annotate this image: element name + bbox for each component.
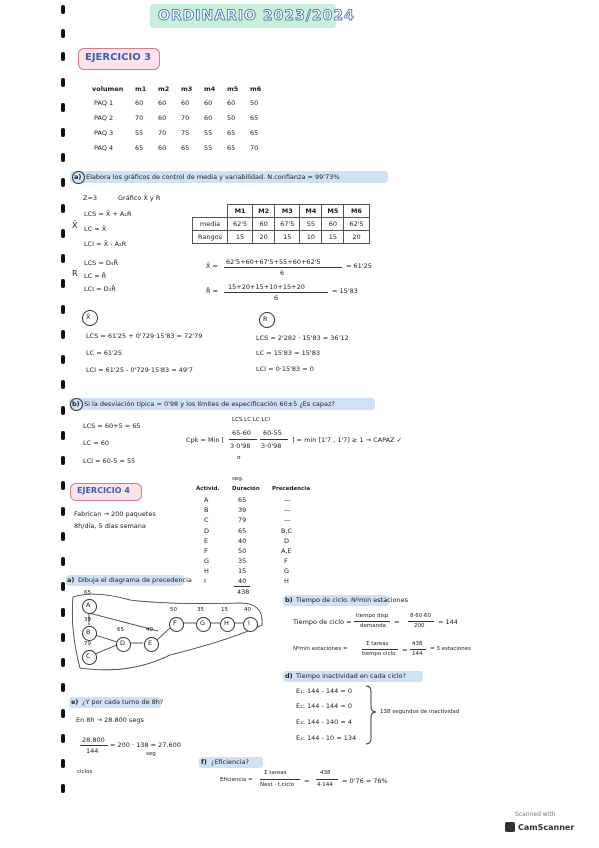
- node-weight: 15: [221, 607, 228, 613]
- node-label: A: [86, 601, 91, 609]
- fraction-denominator: 4·144: [317, 782, 333, 788]
- table-cell: media: [193, 218, 228, 231]
- table-header-cell: m4: [204, 85, 216, 93]
- xbar-bracket-label: X̄: [72, 221, 78, 230]
- unit-label: seg.: [232, 476, 244, 482]
- r-bracket-label: R: [72, 269, 78, 278]
- node-weight: 39: [84, 617, 91, 623]
- calc-lhs: Nºmin estaciones =: [293, 646, 348, 652]
- table-cell: 55: [300, 218, 322, 231]
- idle-total: 138 segundos de inactividad: [380, 709, 460, 715]
- question-text: ¿Y por cada turno de 8h?: [82, 698, 164, 706]
- calc-result: = 200 · 138 = 27.600: [110, 741, 181, 749]
- table-cell: 62'5: [227, 218, 252, 231]
- node-weight: 40: [146, 627, 153, 633]
- table-cell: 60: [158, 144, 167, 152]
- cpk-lhs: Cpk = Min [: [186, 436, 225, 444]
- fraction-bar: [80, 745, 108, 746]
- limit-line: LCS = 61'25 + 0'729·15'83 = 72'79: [86, 332, 203, 340]
- table-cell: 60: [135, 99, 144, 107]
- node-weight: 65: [117, 627, 124, 633]
- table-cell: 60: [158, 114, 167, 122]
- node-weight: 40: [244, 607, 251, 613]
- table-cell: 60: [204, 114, 213, 122]
- table-cell: 65: [238, 527, 247, 535]
- z-value: Z=3: [83, 194, 98, 202]
- question-text: Tiempo inactividad en cada ciclo?: [296, 672, 406, 680]
- table-header-cell: Precedencia: [272, 486, 310, 492]
- table-cell: 60: [227, 99, 236, 107]
- fraction-numerator: Σ tareas: [366, 641, 389, 647]
- table-cell: 70: [158, 129, 167, 137]
- question-text: ¿Eficiencia?: [211, 758, 249, 766]
- table-header-cell: volumen: [92, 85, 124, 93]
- table-cell: C: [204, 516, 209, 524]
- table-cell: F: [204, 547, 208, 555]
- table-cell: H: [284, 577, 289, 585]
- fraction-numerator: 8·60·60: [410, 613, 431, 619]
- table-cell: 15: [322, 231, 344, 244]
- calc-result: = 3 estaciones: [430, 646, 472, 652]
- table-header-cell: M2: [253, 205, 275, 218]
- table-header-cell: m3: [181, 85, 193, 93]
- table-cell: 70: [135, 114, 144, 122]
- sigma-annotation: σ: [237, 455, 241, 461]
- table-cell: 35: [238, 557, 247, 565]
- table-cell: Rangos: [193, 231, 228, 244]
- calc-result: = 15'83: [332, 287, 358, 295]
- circle-label: X̄: [86, 313, 91, 321]
- table-cell: 62'5: [344, 218, 369, 231]
- node-weight: 79: [84, 641, 91, 647]
- stamp-line1: Scanned with: [515, 811, 556, 818]
- table-cell: PAQ 4: [94, 144, 114, 152]
- calc-equals: =: [394, 618, 400, 626]
- table-cell: PAQ 2: [94, 114, 114, 122]
- table-cell: —: [284, 516, 291, 524]
- table-cell: 55: [204, 144, 213, 152]
- spec-line: LC = 60: [83, 439, 110, 447]
- table-cell: E: [204, 537, 209, 545]
- idle-line: E₁: 144 - 144 = 0: [296, 687, 352, 695]
- table-cell: 65: [250, 114, 259, 122]
- table-header-cell: m2: [158, 85, 170, 93]
- table-cell: H: [204, 567, 209, 575]
- table-cell: I: [204, 577, 206, 585]
- table-cell: 20: [344, 231, 369, 244]
- calc-result: = 144: [438, 618, 458, 626]
- table-header-cell: M3: [275, 205, 300, 218]
- calc-lhs: Eficiencia =: [220, 777, 253, 783]
- table-cell: G: [284, 567, 290, 575]
- table-cell: 39: [238, 506, 247, 514]
- fraction-denominator: 6: [274, 294, 279, 302]
- fraction-numerator: tiempo disp: [356, 613, 389, 619]
- table-cell: —: [284, 496, 291, 504]
- question-text: Si la desviación típica = 0'98 y los límites de especificación 60±5 ¿Es capaz?: [84, 400, 335, 408]
- table-header-cell: M5: [322, 205, 344, 218]
- table-cell: 60: [181, 99, 190, 107]
- table-cell: 40: [238, 537, 247, 545]
- table-cell: 65: [238, 496, 247, 504]
- fraction-denominator: demanda: [360, 623, 386, 629]
- limit-line: LC = 15'83 = 15'83: [256, 349, 320, 357]
- table-cell: 15: [238, 567, 247, 575]
- table-cell: D: [204, 527, 210, 535]
- formula-line: LCI = X̄ - A₂R: [84, 240, 127, 248]
- table-cell: 55: [204, 129, 213, 137]
- calc-equals: =: [402, 646, 408, 654]
- fraction-numerator: 438: [412, 641, 423, 647]
- table-cell: 65: [250, 129, 259, 137]
- table-cell: 40: [238, 577, 247, 585]
- question-label: e): [71, 698, 79, 706]
- table-cell: G: [204, 557, 210, 565]
- question-text: Tiempo de ciclo. Nºmin estaciones: [296, 596, 409, 604]
- table-cell: 60: [322, 218, 344, 231]
- node-label: H: [224, 619, 229, 627]
- formula-line: LC = R̄: [84, 272, 107, 280]
- fraction-denominator: Nest · t.ciclo: [260, 782, 295, 788]
- page-title: ORDINARIO 2023/2024: [158, 8, 355, 24]
- table-header-cell: m5: [227, 85, 239, 93]
- table-cell: 70: [181, 114, 190, 122]
- idle-line: E₄: 144 - 10 = 134: [296, 734, 357, 742]
- table-cell: 55: [135, 129, 144, 137]
- node-label: F: [173, 619, 177, 627]
- question-label: a): [67, 576, 75, 584]
- table-cell: PAQ 1: [94, 99, 114, 107]
- limit-line: LCI = 61'25 - 0'729·15'83 = 49'7: [86, 366, 193, 374]
- ej4-demand: Fabrican → 200 paquetes: [74, 510, 156, 518]
- fraction-denominator: 200: [414, 623, 425, 629]
- cycles-label: ciclos: [77, 769, 93, 775]
- camscanner-logo-icon: [505, 822, 515, 832]
- spec-line: LCI = 60-5 = 55: [83, 457, 136, 465]
- node-label: G: [200, 619, 206, 627]
- question-text: Elabora los gráficos de control de media y variabilidad. N.confianza = 99'73%: [86, 173, 340, 181]
- table-cell: 15: [227, 231, 252, 244]
- table-cell: 65: [135, 144, 144, 152]
- table-cell: B,C: [281, 527, 293, 535]
- calc-lhs: X̄ =: [206, 262, 218, 270]
- table-cell: 10: [300, 231, 322, 244]
- table-cell: 70: [250, 144, 259, 152]
- table-cell: 65: [227, 144, 236, 152]
- table-header-cell: Activid.: [196, 486, 220, 492]
- circle-label: R: [263, 315, 268, 323]
- bracket-shape: [366, 686, 376, 744]
- table-cell: F: [284, 557, 288, 565]
- ej3-heading: EJERCICIO 3: [85, 52, 152, 63]
- table-cell: B: [204, 506, 209, 514]
- calc-result: = 0'76 = 76%: [342, 777, 388, 785]
- node-weight: 35: [197, 607, 204, 613]
- fraction-denominator: 3·0'98: [230, 442, 251, 450]
- formula-line: LCI = D₃R̄: [84, 285, 116, 293]
- idle-line: E₂: 144 - 144 = 0: [296, 702, 352, 710]
- table-cell: 60: [204, 99, 213, 107]
- table-cell: 65: [227, 129, 236, 137]
- calc-result: = 61'25: [346, 262, 372, 270]
- question-label: b): [285, 596, 293, 604]
- fraction-numerator: 15+20+15+10+15+20: [228, 283, 305, 291]
- fraction-numerator: 62'5+60+67'5+55+60+62'5: [226, 258, 321, 266]
- fraction-denominator: 3·0'98: [261, 442, 282, 450]
- formula-line: LCS = D₄R̄: [84, 259, 118, 267]
- table-cell: 20: [253, 231, 275, 244]
- fraction-numerator: 65-60: [232, 429, 251, 437]
- formula-line: LC = X̄: [84, 225, 107, 233]
- fraction-numerator: 28.800: [82, 736, 105, 744]
- node-label: C: [86, 652, 91, 660]
- fraction-denominator: 6: [280, 269, 285, 277]
- table-header-cell: m1: [135, 85, 147, 93]
- table-header-cell: M4: [300, 205, 322, 218]
- spec-line: LCS = 60+5 = 65: [83, 422, 141, 430]
- node-label: E: [148, 639, 153, 647]
- node-weight: 50: [170, 607, 177, 613]
- fraction-bar: [316, 779, 338, 780]
- question-label: a): [74, 173, 82, 181]
- table-header-cell: M6: [344, 205, 369, 218]
- fraction-denominator: 144: [86, 747, 99, 755]
- table-header-cell: M1: [227, 205, 252, 218]
- table-cell: D: [284, 537, 290, 545]
- chart-type: Gráfico X̄ y R: [118, 194, 161, 202]
- formula-line: LCS = X̄ + A₂R: [84, 210, 132, 218]
- table-cell: 65: [181, 144, 190, 152]
- node-label: B: [86, 628, 91, 636]
- idle-line: E₃: 144 - 140 = 4: [296, 718, 352, 726]
- ej4-heading: EJERCICIO 4: [77, 486, 130, 495]
- table-cell: 15: [275, 231, 300, 244]
- table-total: 438: [237, 588, 250, 596]
- question-label: d): [285, 672, 293, 680]
- limit-line: LCS = 2'282 · 15'83 = 36'12: [256, 334, 349, 342]
- ej4-shift: 8h/día, 5 días semana: [74, 522, 146, 530]
- cpk-result: ] = min [1'7 , 1'7] ≥ 1 → CAPAZ ✓: [292, 436, 403, 444]
- table-header-cell: m6: [250, 85, 262, 93]
- unit-label: seg: [146, 751, 156, 757]
- calc-equals: =: [304, 777, 310, 785]
- table-cell: 60: [158, 99, 167, 107]
- table-cell: —: [284, 506, 291, 514]
- calc-lhs: R̄ =: [206, 287, 219, 295]
- table-cell: PAQ 3: [94, 129, 114, 137]
- fraction-numerator: 438: [320, 770, 331, 776]
- table-cell: 67'5: [275, 218, 300, 231]
- table-cell: 79: [238, 516, 247, 524]
- table-cell: 50: [250, 99, 259, 107]
- question-text: Dibuja el diagrama de precedencia: [78, 576, 192, 584]
- fraction-bar: [260, 779, 300, 780]
- calc-lhs: Tiempo de ciclo =: [293, 618, 352, 626]
- table-cell: 75: [181, 129, 190, 137]
- limit-line: LC = 61'25: [86, 349, 123, 357]
- table-cell: 50: [227, 114, 236, 122]
- node-label: I: [248, 619, 250, 627]
- fraction-denominator: 144: [412, 651, 423, 657]
- node-label: D: [120, 639, 126, 647]
- table-cell: A,E: [281, 547, 292, 555]
- shift-seconds: En 8h → 28.800 segs: [76, 716, 144, 724]
- table-cell: A: [204, 496, 209, 504]
- question-label: b): [72, 400, 80, 408]
- fraction-numerator: Σ tareas: [264, 770, 287, 776]
- camscanner-watermark: [505, 811, 585, 837]
- stamp-line2: CamScanner: [518, 823, 575, 832]
- table-header-cell: Duración: [232, 486, 260, 492]
- limit-line: LCI = 0·15'83 = 0: [256, 365, 314, 373]
- node-weight: 65: [84, 590, 91, 596]
- table-cell: 60: [253, 218, 275, 231]
- question-label: f): [201, 758, 207, 766]
- fraction-numerator: 60-55: [263, 429, 282, 437]
- cpk-annotation: LCS LC LC LCI: [232, 417, 270, 423]
- fraction-denominator: tiempo ciclo: [362, 651, 396, 657]
- table-cell: 50: [238, 547, 247, 555]
